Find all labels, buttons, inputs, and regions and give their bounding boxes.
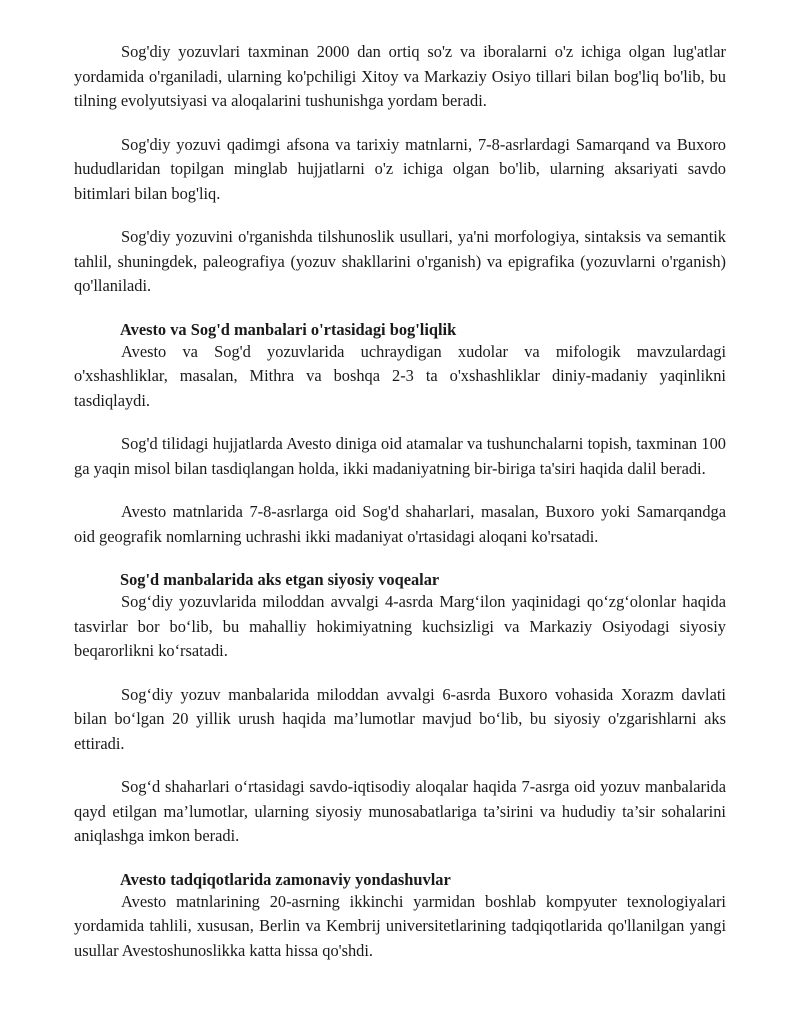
- section-heading-avesto-sogd: Avesto va Sog'd manbalari o'rtasidagi bog'liqlik: [120, 319, 457, 339]
- document-page: [74, 40, 726, 982]
- intro-paragraph-1: Sog'diy yozuvlari taxminan 2000 dan ortiq so'z va iboralarni o'z ichiga olgan lug'atlar yordamida o'rganiladi, ularning ko'pchiligi Xitoy va Markaziy Osiyo tillari bilan bog'liq bo'lib, bu tilning evolyutsiyasi va aloqalarini tushunishga yordam beradi.: [74, 42, 726, 110]
- section2-paragraph-2: Sog‘diy yozuv manbalarida miloddan avvalgi 6-asrda Buxoro vohasida Xorazm davlati bilan bo‘lgan 20 yillik urush haqida ma’lumotlar mavjud bo‘lib, bu siyosiy o'zgarishlarni aks ettiradi.: [74, 684, 726, 753]
- section3-paragraph-1: Avesto matnlarining 20-asrning ikkinchi yarmidan boshlab kompyuter texnologiyalari yordamida tahlili, xususan, Berlin va Kembrij universitetlarining tadqiqotlarida qo'llanilgan yangi usullar Avestoshunoslikka katta hissa qo'shdi.: [74, 891, 726, 960]
- section-heading-political-events: Sog'd manbalarida aks etgan siyosiy voqealar: [120, 570, 440, 589]
- intro-paragraph-3: Sog'diy yozuvini o'rganishda tilshunoslik usullari, ya'ni morfologiya, sintaksis va semantik tahlil, shuningdek, paleografiya (yozuv shakllarini o'rganish) va epigrafika (yozuvlarni o'rganish) qo'llaniladi.: [74, 227, 726, 295]
- section1-paragraph-1: Avesto va Sog'd yozuvlarida uchraydigan xudolar va mifologik mavzulardagi o'xshashliklar, masalan, Mithra va boshqa 2-3 ta o'xshashliklar diniy-madaniy yaqinlikni tasdiqlaydi.: [74, 341, 726, 410]
- section-heading-modern-approaches: Avesto tadqiqotlarida zamonaviy yondashuvlar: [120, 869, 451, 889]
- section1-paragraph-2: Sog'd tilidagi hujjatlarda Avesto diniga oid atamalar va tushunchalarni topish, taxminan 100 ga yaqin misol bilan tasdiqlangan holda, ikki madaniyatning bir-biriga ta'siri haqida dalil beradi.: [74, 434, 726, 478]
- section2-paragraph-1: Sog‘diy yozuvlarida miloddan avvalgi 4-asrda Marg‘ilon yaqinidagi qo‘zg‘olonlar haqida tasvirlar bor bo‘lib, bu mahalliy hokimiyatning kuchsizligi va Markaziy Osiyodagi siyosiy beqarorlikni ko‘rsatadi.: [74, 592, 726, 660]
- section1-paragraph-3: Avesto matnlarida 7-8-asrlarga oid Sog'd shaharlari, masalan, Buxoro yoki Samarqandga oid geografik nomlarning uchrashi ikki madaniyat o'rtasidagi aloqani ko'rsatadi.: [74, 502, 726, 546]
- intro-paragraph-2: Sog'diy yozuvi qadimgi afsona va tarixiy matnlarni, 7-8-asrlardagi Samarqand va Buxoro hududlaridan topilgan minglab hujjatlarni o'z ichiga olgan bo'lib, ularning aksariyati savdo bitimlari bilan bog'liq.: [74, 134, 726, 203]
- section2-paragraph-3: Sog‘d shaharlari o‘rtasidagi savdo-iqtisodiy aloqalar haqida 7-asrga oid yozuv manbalarida qayd etilgan ma’lumotlar, ularning siyosiy munosabatlariga ta’sirini va hududiy ta’sir sohalarini aniqlashga imkon beradi.: [74, 777, 726, 845]
